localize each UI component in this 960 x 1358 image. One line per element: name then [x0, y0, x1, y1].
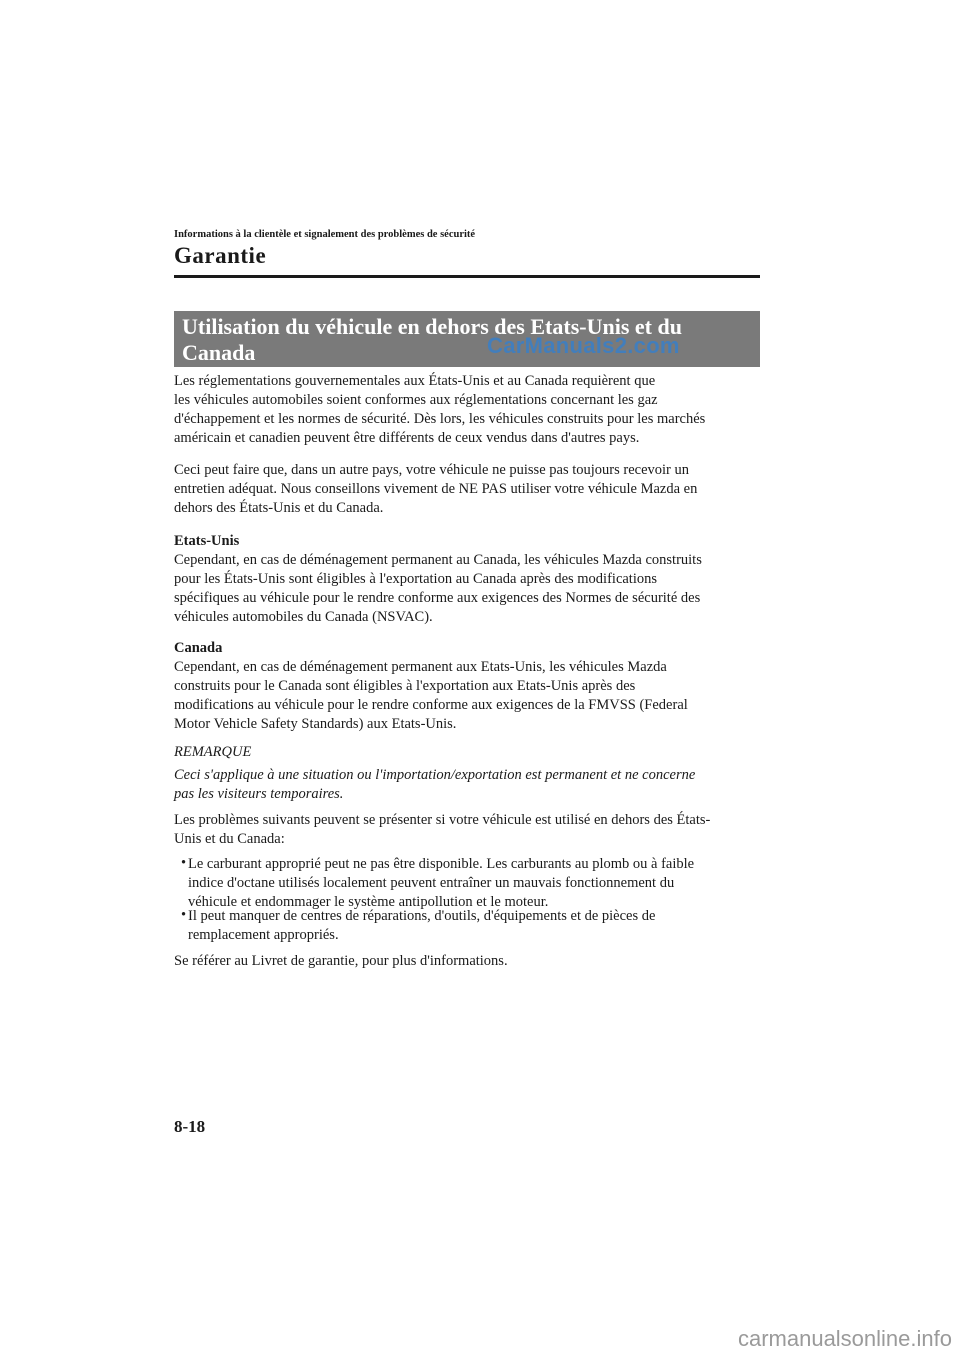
section-title-line-2: Canada	[182, 340, 256, 365]
bullet-line: Il peut manquer de centres de réparations, d'outils, d'équipements et de pièces de	[188, 908, 656, 924]
bullet-line: remplacement appropriés.	[188, 927, 339, 943]
chapter-title: Garantie	[174, 243, 267, 268]
bullet-dot-icon: •	[181, 855, 187, 871]
warning-line: dehors des États-Unis et du Canada.	[174, 500, 384, 516]
bullet-item	[174, 855, 760, 912]
canada-line: modifications au véhicule pour le rendre conforme aux exigences de la FMVSS (Federal	[174, 697, 688, 713]
page-number: 8-18	[174, 1117, 206, 1136]
problems-intro	[174, 811, 760, 849]
intro-line: d'échappement et les normes de sécurité. Dès lors, les véhicules construits pour les marchés	[174, 411, 706, 427]
note-line: pas les visiteurs temporaires.	[174, 786, 344, 802]
intro-line: Les réglementations gouvernementales aux États-Unis et au Canada requièrent que	[174, 373, 656, 389]
running-head: Informations à la clientèle et signalement des problèmes de sécurité	[174, 229, 476, 240]
intro-line: les véhicules automobiles soient conformes aux réglementations concernant les gaz	[174, 392, 658, 408]
footer-watermark: carmanualsonline.info	[737, 1326, 952, 1351]
intro-paragraph	[174, 372, 760, 448]
warning-line: Ceci peut faire que, dans un autre pays, votre véhicule ne puisse pas toujours recevoir un	[174, 462, 689, 478]
canada-line: Cependant, en cas de déménagement permanent aux Etats-Unis, les véhicules Mazda	[174, 659, 667, 675]
usa-section	[174, 532, 760, 627]
canada-line: Motor Vehicle Safety Standards) aux Etats-Unis.	[174, 716, 457, 732]
warning-line: entretien adéquat. Nous conseillons vivement de NE PAS utiliser votre véhicule Mazda en	[174, 481, 698, 497]
problems-intro-line: Les problèmes suivants peuvent se présenter si votre véhicule est utilisé en dehors des États-	[174, 812, 711, 828]
usa-line: Cependant, en cas de déménagement permanent au Canada, les véhicules Mazda construits	[174, 552, 702, 568]
bullet-dot-icon: •	[181, 907, 187, 923]
bullet-line: indice d'octane utilisés localement peuvent entraîner un mauvais fonctionnement du	[188, 875, 675, 891]
usa-heading: Etats-Unis	[174, 533, 240, 549]
watermark-logo: CarManuals2.com	[487, 333, 680, 358]
header-rule	[174, 275, 760, 278]
note-line: Ceci s'applique à une situation ou l'importation/exportation est permanent et ne concerne	[174, 767, 696, 783]
intro-line: américain et canadien peuvent être différents de ceux vendus dans d'autres pays.	[174, 430, 640, 446]
bullet-line: véhicule et endommager le système antipollution et le moteur.	[188, 894, 549, 910]
section-title-line-1: Utilisation du véhicule en dehors des Etats-Unis et du	[182, 314, 682, 339]
bullet-line: Le carburant approprié peut ne pas être disponible. Les carburants au plomb ou à faible	[188, 856, 695, 872]
usa-line: spécifiques au véhicule pour le rendre conforme aux exigences des Normes de sécurité des	[174, 590, 701, 606]
note-text	[174, 766, 760, 804]
canada-line: construits pour le Canada sont éligibles à l'exportation aux Etats-Unis après des	[174, 678, 636, 694]
bullet-item	[174, 907, 760, 945]
warning-paragraph	[174, 461, 760, 518]
section-title-box	[174, 311, 760, 367]
usa-line: véhicules automobiles du Canada (NSVAC).	[174, 609, 433, 625]
canada-section	[174, 639, 760, 734]
usa-line: pour les États-Unis sont éligibles à l'exportation au Canada après des modifications	[174, 571, 658, 587]
bullet-text	[188, 907, 760, 945]
problems-intro-line: Unis et du Canada:	[174, 831, 285, 847]
closing-paragraph: Se référer au Livret de garantie, pour plus d'informations.	[174, 953, 508, 969]
note-heading: REMARQUE	[174, 744, 252, 760]
canada-heading: Canada	[174, 640, 223, 656]
bullet-text	[188, 855, 760, 912]
